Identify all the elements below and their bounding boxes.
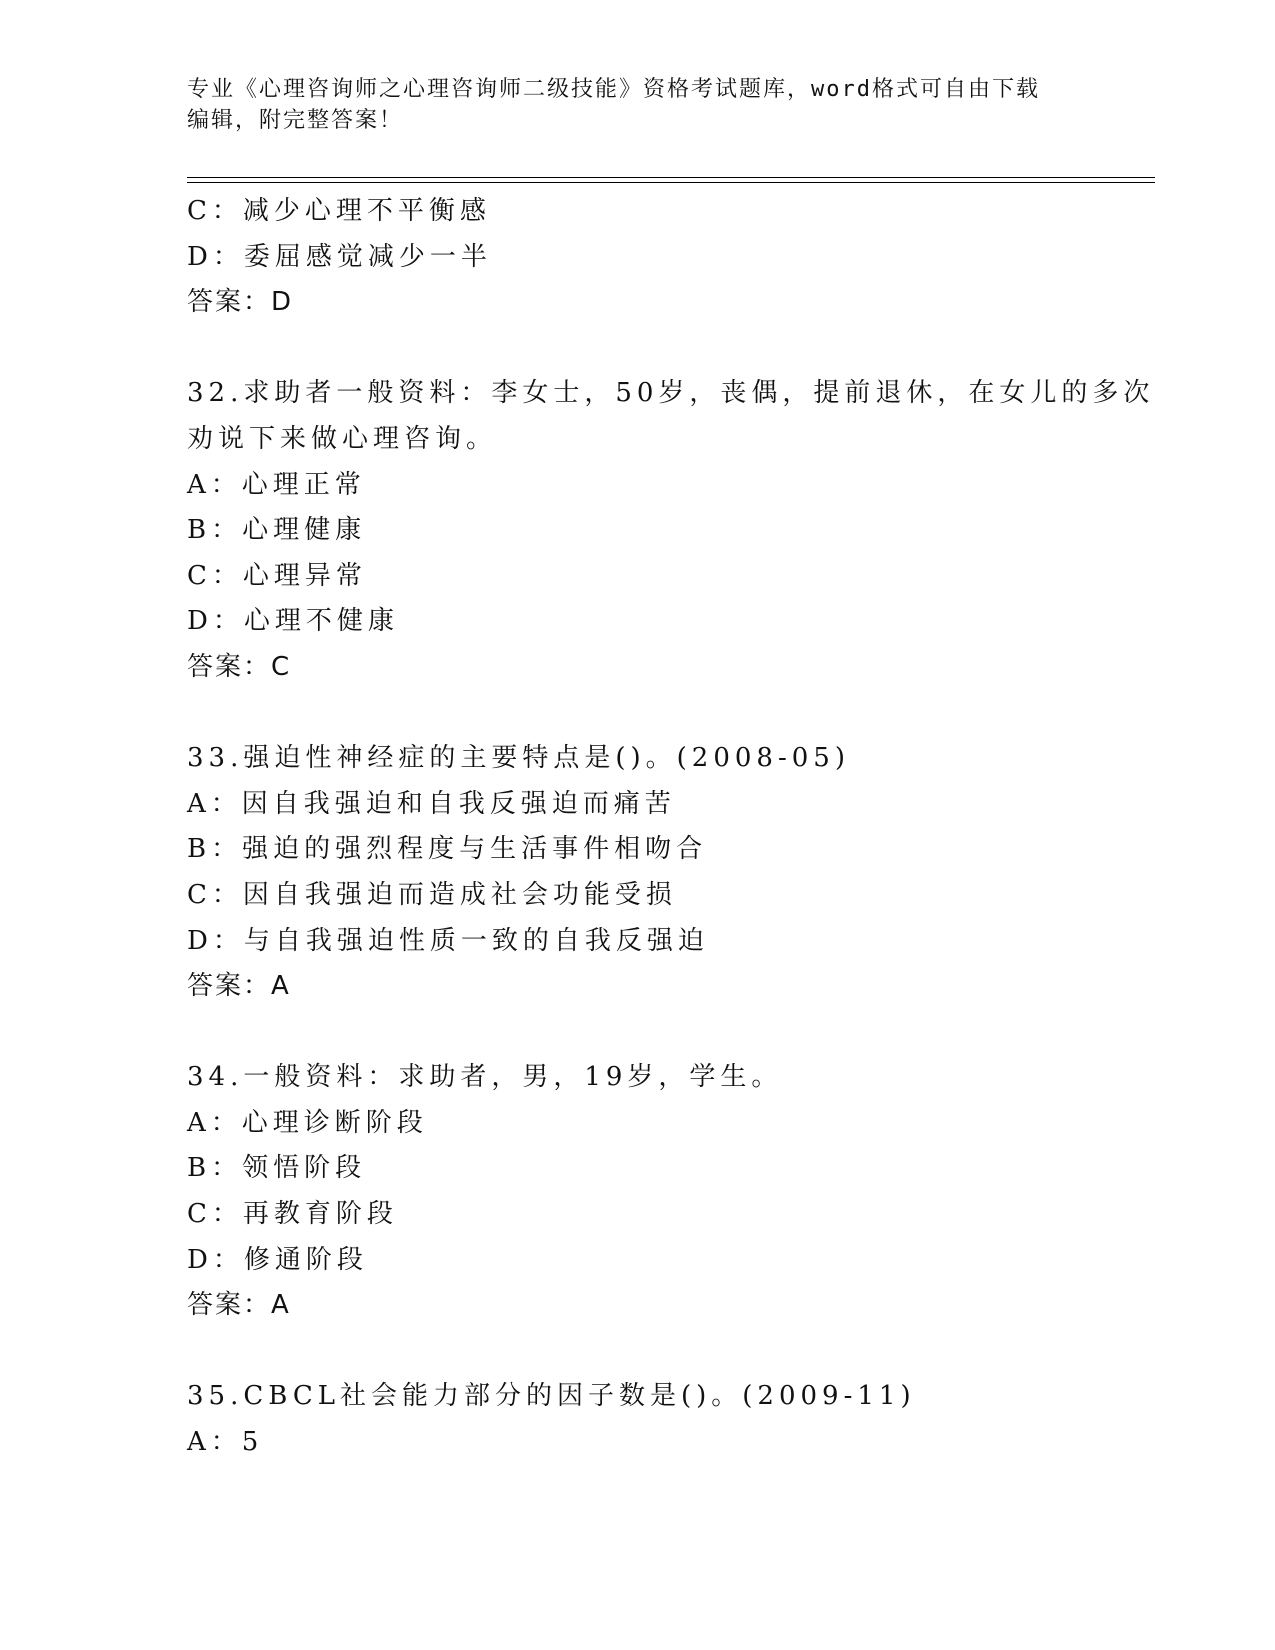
question-32-option-d: D：心理不健康 (187, 606, 399, 637)
question-33-option-c: C：因自我强迫而造成社会功能受损 (187, 879, 677, 910)
question-33-option-d: D：与自我强迫性质一致的自我反强迫 (187, 925, 709, 956)
header-divider-bottom (187, 182, 1155, 183)
question-33-answer: 答案：A (187, 971, 291, 1002)
question-32-option-c: C：心理异常 (187, 560, 367, 591)
spacer (187, 1329, 1127, 1375)
question-content (187, 189, 1155, 1466)
question-33-option-b: B：强迫的强烈程度与生活事件相吻合 (187, 834, 708, 865)
question-32-option-b: B：心理健康 (187, 515, 367, 546)
partial-option-d: D：委屈感觉减少一半 (187, 241, 492, 272)
question-32-answer: 答案：C (187, 651, 292, 682)
header-line-2: 编辑，附完整答案！ (187, 108, 404, 133)
question-34-option-c: C：再教育阶段 (187, 1199, 398, 1230)
question-34-option-b: B：领悟阶段 (187, 1153, 367, 1184)
question-32-option-a: A：心理正常 (187, 469, 366, 500)
question-34-option-a: A：心理诊断阶段 (187, 1107, 428, 1138)
question-32-line-1: 32.求助者一般资料：李女士，50岁，丧偶，提前退休，在女儿的多次 (187, 378, 1155, 409)
header-line-1: 专业《心理咨询师之心理咨询师二级技能》资格考试题库，word格式可自由下载 (187, 77, 1040, 102)
spacer (187, 326, 1127, 372)
question-33: 33.强迫性神经症的主要特点是()。(2008-05) (187, 743, 850, 774)
question-35-option-a: A：5 (187, 1427, 264, 1458)
question-34-answer: 答案：A (187, 1290, 291, 1321)
spacer (187, 691, 1127, 737)
header-divider-top (187, 177, 1155, 178)
spacer (187, 1010, 1127, 1056)
question-34: 34.一般资料：求助者，男，19岁，学生。 (187, 1062, 783, 1093)
document-header (187, 74, 1077, 136)
question-32-line-2: 劝说下来做心理咨询。 (187, 423, 498, 454)
partial-option-c: C：减少心理不平衡感 (187, 196, 491, 226)
question-33-option-a: A：因自我强迫和自我反强迫而痛苦 (187, 788, 676, 819)
partial-answer: 答案：D (187, 287, 294, 318)
question-35: 35.CBCL社会能力部分的因子数是()。(2009-11) (187, 1381, 916, 1412)
question-34-option-d: D：修通阶段 (187, 1244, 368, 1275)
